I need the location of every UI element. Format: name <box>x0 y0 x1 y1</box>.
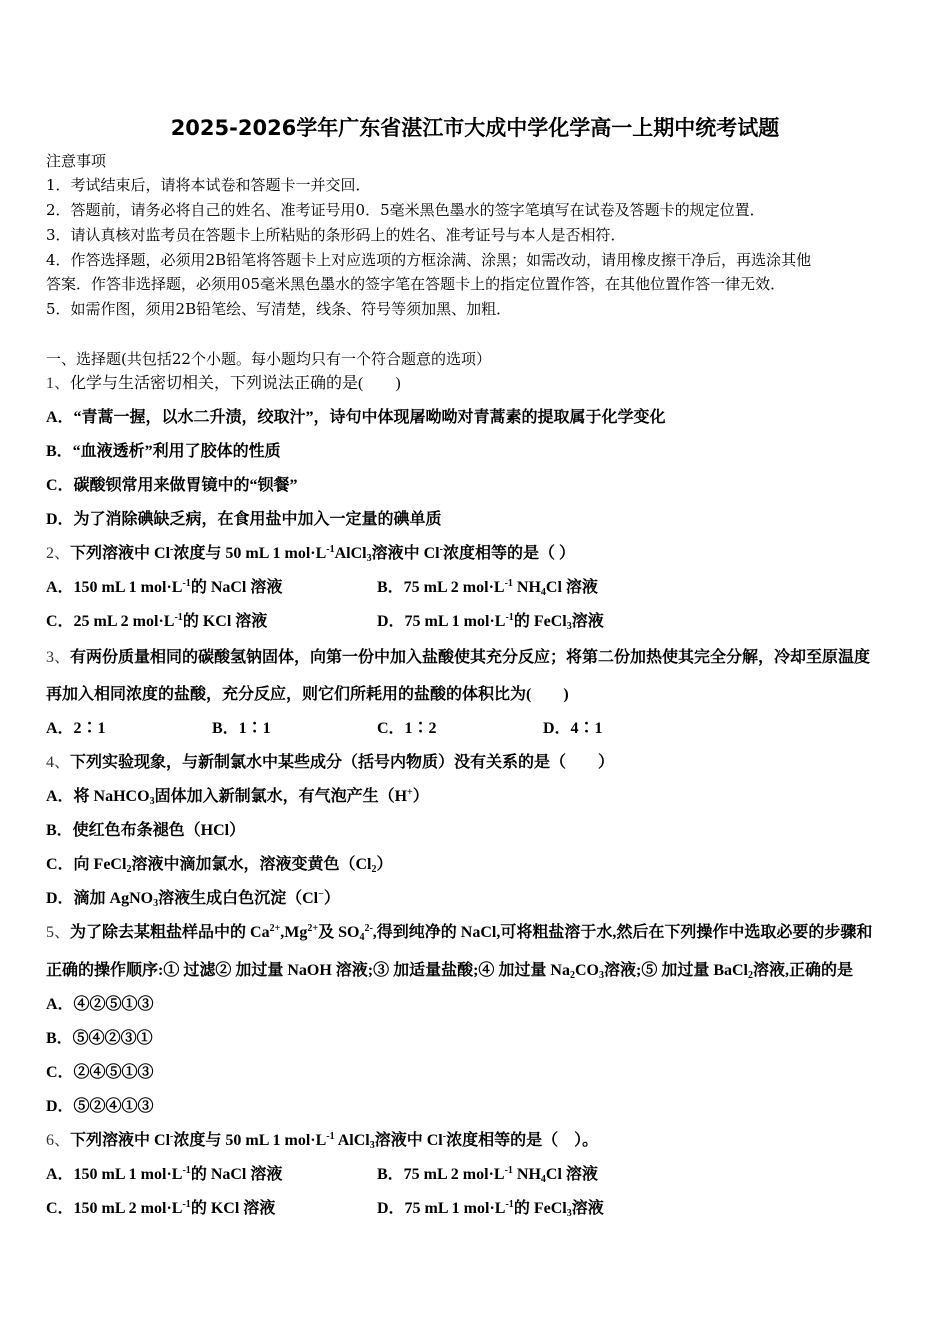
text: 溶液 <box>571 1200 604 1217</box>
q3-option-d: D．4∶1 <box>543 720 603 737</box>
sub: 4 <box>540 1174 546 1185</box>
text: B．75 mL 2 mol·L <box>377 1166 505 1183</box>
q5-option-a: A．④②⑤①③ <box>46 996 154 1013</box>
q2-option-b <box>377 578 598 598</box>
notice-item-5: 5．如需作图，须用2B铅笔绘、写清楚，线条、符号等须加黑、加粗． <box>46 300 512 318</box>
sup: 2+ <box>307 923 319 934</box>
question-text: 化学与生活密切相关，下列说法正确的是( ) <box>70 375 401 392</box>
question-number: 1、 <box>46 375 71 392</box>
q2-option-c <box>46 612 267 632</box>
question-number: 3、 <box>46 649 71 666</box>
text: 下列溶液中 Cl <box>70 1132 171 1149</box>
sub: 3 <box>149 796 155 807</box>
sub: 3 <box>566 1208 572 1219</box>
text: ） <box>323 890 340 907</box>
text: B．75 mL 2 mol·L <box>377 579 505 596</box>
text: 的 KCl 溶液 <box>182 613 268 630</box>
q2-option-d <box>377 612 604 632</box>
sup: -1 <box>182 1165 191 1176</box>
question-3-stem-line1 <box>46 648 870 668</box>
text: A．将 NaHCO <box>46 788 150 805</box>
text: ） <box>412 788 429 805</box>
text: 的 NaCl 溶液 <box>190 1166 283 1183</box>
question-5-stem-line2 <box>46 961 853 981</box>
question-2-stem <box>46 544 575 564</box>
text: Cl 溶液 <box>545 1166 598 1183</box>
text: ,Mg <box>280 924 308 941</box>
text: 的 FeCl <box>513 613 567 630</box>
text: 溶液中滴加氯水，溶液变黄色（Cl <box>131 856 372 873</box>
text: NH <box>512 579 541 596</box>
sub: 2 <box>570 970 575 981</box>
q3-option-c: C．1∶2 <box>377 720 437 737</box>
page-title: 2025-2026学年广东省湛江市大成中学化学高一上期中统考试题 <box>170 116 780 140</box>
sub: 4 <box>359 932 365 943</box>
text: 浓度相等的是（ ） <box>442 545 575 562</box>
sup: - <box>170 544 174 555</box>
q6-option-b <box>377 1165 598 1185</box>
text: 为了除去某粗盐样品中的 Ca <box>70 924 270 941</box>
text: A．150 mL 1 mol·L <box>46 579 183 596</box>
sup: − <box>318 889 324 900</box>
q5-option-b: B．⑤④②③① <box>46 1030 153 1047</box>
text: ） <box>376 856 393 873</box>
text: D．滴加 AgNO <box>46 890 154 907</box>
q4-option-c <box>46 855 392 875</box>
question-3-stem-line2: 再加入相同浓度的盐酸，充分反应，则它们所耗用的盐酸的体积比为( ) <box>46 686 569 703</box>
sup: - <box>170 1131 174 1142</box>
q4-option-b: B．使红色布条褪色（HCl） <box>46 822 246 839</box>
q1-option-d: D．为了消除碘缺乏病，在食用盐中加入一定量的碘单质 <box>46 511 442 528</box>
sup: -1 <box>174 612 183 623</box>
text: 下列溶液中 Cl <box>70 545 171 562</box>
sup: -1 <box>505 1199 514 1210</box>
text: 的 KCl 溶液 <box>190 1200 276 1217</box>
notice-item-1: 1．考试结束后，请将本试卷和答题卡一并交回． <box>46 176 371 194</box>
notice-item-2: 2．答题前，请务必将自己的姓名、准考证号用0．5毫米黑色墨水的签字笔填写在试卷及答题卡的规定位置． <box>46 201 765 219</box>
q1-option-c: C．碳酸钡常用来做胃镜中的“钡餐” <box>46 477 298 494</box>
text: C．向 FeCl <box>46 856 127 873</box>
sub: 2 <box>371 864 377 875</box>
q4-option-a <box>46 787 429 807</box>
q1-option-a: A．“青蒿一握，以水二升渍，绞取汁”，诗句中体现屠呦呦对青蒿素的提取属于化学变化 <box>46 409 666 426</box>
q6-option-a <box>46 1165 282 1185</box>
sup: -1 <box>504 578 513 589</box>
sup: 2- <box>364 923 373 934</box>
text: 的 FeCl <box>513 1200 567 1217</box>
sub: 2 <box>126 864 132 875</box>
text: 及 SO <box>318 924 360 941</box>
question-6-stem <box>46 1131 598 1151</box>
sup: - <box>442 1131 447 1142</box>
text: 浓度相等的是（ ）。 <box>446 1132 599 1149</box>
text: 溶液 <box>571 613 604 630</box>
sub: 3 <box>366 553 372 564</box>
text: 溶液中 Cl <box>371 545 440 562</box>
sub: 3 <box>369 1140 375 1151</box>
question-number: 5、 <box>46 924 71 941</box>
notice-item-4-cont: 答案．作答非选择题，必须用05毫米黑色墨水的签字笔在答题卡上的指定位置作答，在其他位置作答一律无效． <box>46 275 786 293</box>
question-number: 2、 <box>46 545 71 562</box>
sup: -1 <box>505 612 514 623</box>
sub: 3 <box>566 621 572 632</box>
q3-option-b: B．1∶1 <box>212 720 271 737</box>
sub: 2 <box>748 970 754 981</box>
sup: 2+ <box>269 923 281 934</box>
text: 溶液;⑤ 加过量 BaCl <box>604 962 749 979</box>
text: C．150 mL 2 mol·L <box>46 1200 183 1217</box>
text: 正确的操作顺序:① 过滤② 加过量 NaOH 溶液;③ 加适量盐酸;④ 加过量 Na <box>46 962 570 979</box>
text: 溶液,正确的是 <box>753 962 854 979</box>
question-1-stem <box>46 374 401 394</box>
q5-option-c: C．②④⑤①③ <box>46 1064 154 1081</box>
q6-option-d <box>377 1199 604 1219</box>
question-number: 4、 <box>46 754 71 771</box>
text: 的 NaCl 溶液 <box>190 579 283 596</box>
text: A．150 mL 1 mol·L <box>46 1166 183 1183</box>
text: NH <box>512 1166 541 1183</box>
question-number: 6、 <box>46 1132 71 1149</box>
text: 有两份质量相同的碳酸氢钠固体，向第一份中加入盐酸使其充分反应；将第二份加热使其完全分解，冷却至原温度 <box>70 649 871 666</box>
text: AlCl <box>334 1132 370 1149</box>
text: AlCl <box>334 545 367 562</box>
text: D．75 mL 1 mol·L <box>377 613 506 630</box>
sup: -1 <box>326 1131 335 1142</box>
question-4-stem <box>46 753 614 773</box>
notice-item-4: 4．作答选择题，必须用2B铅笔将答题卡上对应选项的方框涂满、涂黑；如需改动，请用橡皮擦干净后，再选涂其他 <box>46 251 812 269</box>
q3-option-a: A．2∶1 <box>46 720 106 737</box>
question-5-stem-line1 <box>46 923 872 943</box>
sub: 4 <box>540 587 546 598</box>
q5-option-d: D．⑤②④①③ <box>46 1098 154 1115</box>
text: 溶液中 Cl <box>374 1132 443 1149</box>
sup: - <box>439 544 443 555</box>
text: C．25 mL 2 mol·L <box>46 613 175 630</box>
q4-option-d <box>46 889 340 909</box>
sup: -1 <box>182 578 191 589</box>
text: 下列实验现象，与新制氯水中某些成分（括号内物质）没有关系的是（ ） <box>70 754 615 771</box>
text: 浓度与 50 mL 1 mol·L <box>173 1132 327 1149</box>
q2-option-a <box>46 578 282 598</box>
section-heading: 一、选择题(共包括22个小题。每小题均只有一个符合题意的选项） <box>46 350 491 368</box>
text: Cl 溶液 <box>545 579 598 596</box>
q1-option-b: B．“血液透析”利用了胶体的性质 <box>46 443 281 460</box>
sub: 3 <box>599 970 604 981</box>
sup: -1 <box>504 1165 513 1176</box>
text: CO <box>575 962 599 979</box>
sup: -1 <box>326 544 335 555</box>
sub: 3 <box>153 898 159 909</box>
sup: -1 <box>182 1199 191 1210</box>
text: 固体加入新制氯水，有气泡产生（H <box>154 788 408 805</box>
text: ,得到纯净的 NaCl,可将粗盐溶于水,然后在下列操作中选取必要的步骤和 <box>372 924 873 941</box>
notice-heading: 注意事项 <box>46 152 107 170</box>
q6-option-c <box>46 1199 275 1219</box>
text: 溶液生成白色沉淀（Cl <box>158 890 319 907</box>
notice-item-3: 3．请认真核对监考员在答题卡上所粘贴的条形码上的姓名、准考证号与本人是否相符． <box>46 226 626 244</box>
text: 浓度与 50 mL 1 mol·L <box>173 545 327 562</box>
text: D．75 mL 1 mol·L <box>377 1200 506 1217</box>
sup: + <box>407 787 413 798</box>
